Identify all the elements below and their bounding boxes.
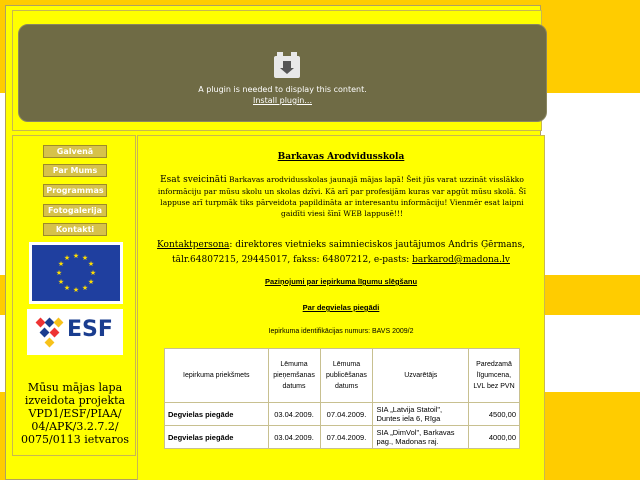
header <box>12 10 542 131</box>
svg-text:★: ★ <box>81 284 89 292</box>
nav-item-programmas[interactable]: Programmas <box>43 184 107 197</box>
svg-text:★: ★ <box>55 269 63 277</box>
svg-text:★: ★ <box>63 254 71 262</box>
subject-cell: Degvielas piegāde <box>165 426 269 449</box>
column-header: Uzvarētājs <box>373 349 469 403</box>
welcome-lead: Esat sveicināti <box>160 175 227 185</box>
procurement-id: Iepirkuma identifikācijas numurs: BAVS 2009/2 <box>268 328 414 335</box>
contact-email-link[interactable]: barkarod@madona.lv <box>412 255 510 265</box>
esf-logo-text: ESF <box>67 317 113 342</box>
nav-item-kontakti[interactable]: Kontakti <box>43 223 107 236</box>
svg-text:★: ★ <box>72 252 80 260</box>
main-content <box>137 135 545 480</box>
svg-text:★: ★ <box>89 269 97 277</box>
decision-date-cell: 03.04.2009. <box>268 403 320 426</box>
procurement-table <box>164 348 520 449</box>
svg-text:★: ★ <box>63 284 71 292</box>
sidebar <box>12 135 136 456</box>
fuel-supply-link[interactable]: Par degvielas piegādi <box>302 303 380 312</box>
publish-date-cell: 07.04.2009. <box>320 426 373 449</box>
plugin-download-icon <box>274 56 300 78</box>
eu-flag-icon <box>29 242 123 304</box>
price-cell: 4500,00 <box>469 403 520 426</box>
svg-text:★: ★ <box>87 260 95 268</box>
nav-item-galvena[interactable]: Galvenā <box>43 145 107 158</box>
esf-logo-icon <box>27 309 123 355</box>
page-title: Barkavas Arodvidusskola <box>277 152 405 162</box>
contact-info <box>142 238 540 268</box>
plugin-placeholder[interactable] <box>18 24 547 122</box>
svg-text:★: ★ <box>72 286 80 294</box>
decision-date-cell: 03.04.2009. <box>268 426 320 449</box>
welcome-text <box>152 174 532 219</box>
column-header: Lēmuma publicēšanas datums <box>320 349 373 403</box>
winner-cell: SIA „Latvija Statoil", Duntes iela 6, Rīga <box>373 403 469 426</box>
procurement-notices-link[interactable]: Paziņojumi par iepirkuma līgumu slēgšanu <box>264 277 418 286</box>
page-frame <box>5 5 541 480</box>
table-header-row <box>165 349 520 403</box>
welcome-body: Barkavas arodvidusskolas jaunajā mājas lapā! Šeit jūs varat uzzināt visslākko informāciju par mūsu skolu un skolas dzīvi. Kā arī par profesijām kuras var apgūt mūsu skolā. Šī lappuse arī turpmāk tiks pārveidota papildināta ar interesantu informāciju! Vienmēr esat laipni gaidīti viesi šīnī WEB lappusē!!! <box>157 175 527 218</box>
install-plugin-link[interactable]: Install plugin... <box>253 96 312 105</box>
table-row <box>165 426 520 449</box>
column-header: Lēmuma pieņemšanas datums <box>268 349 320 403</box>
contact-text: : direktores vietnieks saimnieciskos jautājumos Andris Ģērmans, tālr.64807215, 29445017, fakss: 64807212, e-pasts: <box>172 240 525 265</box>
table-row <box>165 403 520 426</box>
plugin-message: A plugin is needed to display this content. <box>198 85 367 94</box>
svg-text:★: ★ <box>87 278 95 286</box>
svg-text:★: ★ <box>81 254 89 262</box>
svg-text:★: ★ <box>57 278 65 286</box>
column-header: Paredzamā līgumcena, LVL bez PVN <box>469 349 520 403</box>
contact-label: Kontaktpersona <box>157 240 230 250</box>
subject-cell: Degvielas piegāde <box>165 403 269 426</box>
column-header: Iepirkuma priekšmets <box>165 349 269 403</box>
price-cell: 4000,00 <box>469 426 520 449</box>
nav-item-fotogalerija[interactable]: Fotogalerija <box>43 204 107 217</box>
nav-item-par-mums[interactable]: Par Mums <box>43 164 107 177</box>
svg-text:★: ★ <box>57 260 65 268</box>
project-note: Mūsu mājas lapa izveidota projekta VPD1/ESF/PIAA/ 04/APK/3.2.7.2/ 0075/0113 ietvaros <box>21 381 129 446</box>
winner-cell: SIA „DimVol", Barkavas pag., Madonas raj. <box>373 426 469 449</box>
publish-date-cell: 07.04.2009. <box>320 403 373 426</box>
